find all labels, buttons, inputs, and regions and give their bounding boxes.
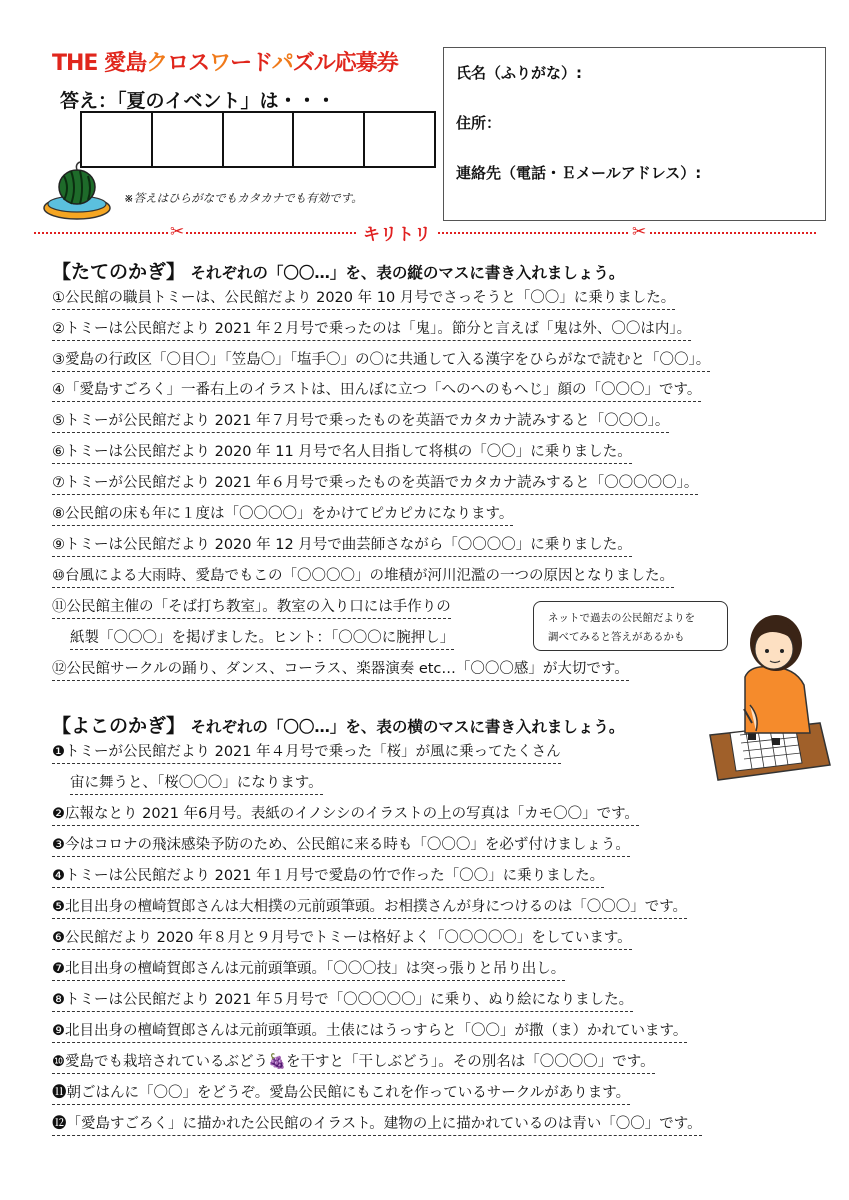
yoko-clue-2: ❷広報なとり 2021 年6月号。表紙のイノシシのイラストの上の写真は「カモ〇〇」です。 (52, 805, 639, 826)
tate-heading-title: 【たてのかぎ】 (52, 261, 186, 283)
yoko-clue-5: ❺北目出身の檀崎賀郎さんは大相撲の元前頭筆頭。お相撲さんが身につけるのは「〇〇〇」です。 (52, 898, 687, 919)
tate-clue-11b: 紙製「〇〇〇」を掲げました。ヒント：「〇〇〇に腕押し」 (70, 629, 454, 650)
address-field-label[interactable]: 住所： (456, 114, 502, 132)
tate-clue-8: ⑧公民館の床も年に１度は「〇〇〇〇」をかけてピカピカになります。 (52, 505, 513, 526)
tate-clue-1: ①公民館の職員トミーは、公民館だより 2020 年 10 月号でさっそうと「〇〇」に乗りました。 (52, 289, 675, 310)
tate-clue-7: ⑦トミーが公民館だより 2021 年６月号で乗ったものを英語でカタカナ読みすると「〇〇〇〇〇」。 (52, 474, 698, 495)
answer-boxes (80, 111, 436, 168)
girl-solving-crossword-illustration (700, 605, 835, 790)
answer-box-3[interactable] (224, 113, 295, 166)
yoko-clue-3: ❸今はコロナの飛沫感染予防のため、公民館に来る時も「〇〇〇」を必ず付けましょう。 (52, 836, 630, 857)
answer-box-5[interactable] (365, 113, 434, 166)
title-segment: 応募券 (334, 51, 398, 76)
tate-clue-6: ⑥トミーは公民館だより 2020 年 11 月号で名人目指して将棋の「〇〇」に乗りました。 (52, 443, 632, 464)
answer-box-4[interactable] (294, 113, 365, 166)
scissors-icon: ✂ (632, 222, 647, 242)
tate-clue-4: ④「愛島すごろく」一番右上のイラストは、田んぼに立つ「へのへのもへじ」顔の「〇〇〇」です。 (52, 381, 701, 402)
yoko-clue-1b: 宙に舞うと、「桜〇〇〇」になります。 (70, 774, 323, 795)
tate-clue-9: ⑨トミーは公民館だより 2020 年 12 月号で曲芸師さながら「〇〇〇〇」に乗りました。 (52, 536, 632, 557)
tate-clue-10: ⑩台風による大雨時、愛島でもこの「〇〇〇〇」の堆積が河川氾濫の一つの原因となりました。 (52, 567, 674, 588)
name-field-label[interactable]: 氏名（ふりがな）: (456, 64, 582, 82)
yoko-clue-6: ❻公民館だより 2020 年８月と９月号でトミーは格好よく「〇〇〇〇〇」をしています。 (52, 929, 632, 950)
yoko-heading-title: 【よこのかぎ】 (52, 715, 186, 737)
yoko-clue-9: ❾北目出身の檀崎賀郎さんは元前頭筆頭。土俵にはうっすらと「〇〇」が撒（ま）かれています。 (52, 1022, 687, 1043)
answer-box-2[interactable] (153, 113, 224, 166)
title-segment: 愛島 (104, 51, 147, 76)
yoko-clue-1a: ❶トミーが公民館だより 2021 年４月号で乗った「桜」が風に乗ってたくさん (52, 743, 561, 764)
title-segment: ク (146, 51, 168, 76)
yoko-clue-7: ❼北目出身の檀崎賀郎さんは元前頭筆頭。「〇〇〇技」は突っ張りと吊り出し。 (52, 960, 565, 981)
tate-clue-3: ③愛島の行政区「〇目〇」「笠島〇」「塩手〇」の〇に共通して入る漢字をひらがなで読むと「〇〇」。 (52, 351, 710, 372)
answer-label: 答え：「夏のイベント」は・・・ (60, 90, 336, 112)
yoko-clue-10: ❿愛島でも栽培されているぶどう🍇を干すと「干しぶどう」。その別名は「〇〇〇〇」です。 (52, 1053, 655, 1074)
title-segment: ワ (209, 51, 231, 76)
yoko-heading (52, 711, 624, 738)
tate-clue-2: ②トミーは公民館だより 2021 年２月号で乗ったのは「鬼」。節分と言えば「鬼は外、〇〇は内」。 (52, 320, 691, 341)
title-segment: パ (271, 51, 293, 76)
yoko-clue-12: ⓬「愛島すごろく」に描かれた公民館のイラスト。建物の上に描かれているのは青い「〇〇」です。 (52, 1115, 702, 1136)
entry-form-title (52, 46, 398, 77)
cut-label: キリトリ (357, 220, 437, 245)
yoko-clue-11: ⓫朝ごはんに「〇〇」をどうぞ。愛島公民館にもこれを作っているサークルがあります。 (52, 1084, 630, 1105)
watermelon-plate-icon (40, 158, 114, 224)
title-segment: ード (230, 51, 272, 76)
title-segment: ロス (167, 51, 210, 76)
yoko-clue-4: ❹トミーは公民館だより 2021 年１月号で愛島の竹で作った「〇〇」に乗りました。 (52, 867, 604, 888)
yoko-clue-8: ❽トミーは公民館だより 2021 年５月号で「〇〇〇〇〇」に乗り、ぬり絵になりました。 (52, 991, 633, 1012)
bubble-line-2: 調べてみると答えがあるかも (548, 631, 685, 643)
tate-clue-5: ⑤トミーが公民館だより 2021 年７月号で乗ったものを英語でカタカナ読みすると「〇〇〇」。 (52, 412, 669, 433)
tate-heading-text: それぞれの「〇〇…」を、表の縦のマスに書き入れましょう。 (190, 264, 625, 282)
contact-field-label[interactable]: 連絡先（電話・Ｅメールアドレス）: (456, 164, 702, 182)
tate-heading (52, 257, 624, 284)
tate-clue-12: ⑫公民館サークルの踊り、ダンス、コーラス、楽器演奏 etc…「〇〇〇感」が大切です。 (52, 660, 629, 681)
scissors-icon: ✂ (170, 222, 185, 242)
tate-clue-11a: ⑪公民館主催の「そば打ち教室」。教室の入り口には手作りの (52, 598, 451, 619)
bubble-line-1: ネットで過去の公民館だよりを (548, 612, 695, 624)
hint-speech-bubble (533, 601, 728, 651)
yoko-heading-text: それぞれの「〇〇…」を、表の横のマスに書き入れましょう。 (190, 718, 625, 736)
answer-note: ※答えはひらがなでもカタカナでも有効です。 (124, 191, 363, 205)
title-segment: THE (52, 51, 105, 76)
title-segment: ズル (292, 51, 335, 76)
contact-info-box (443, 47, 826, 221)
